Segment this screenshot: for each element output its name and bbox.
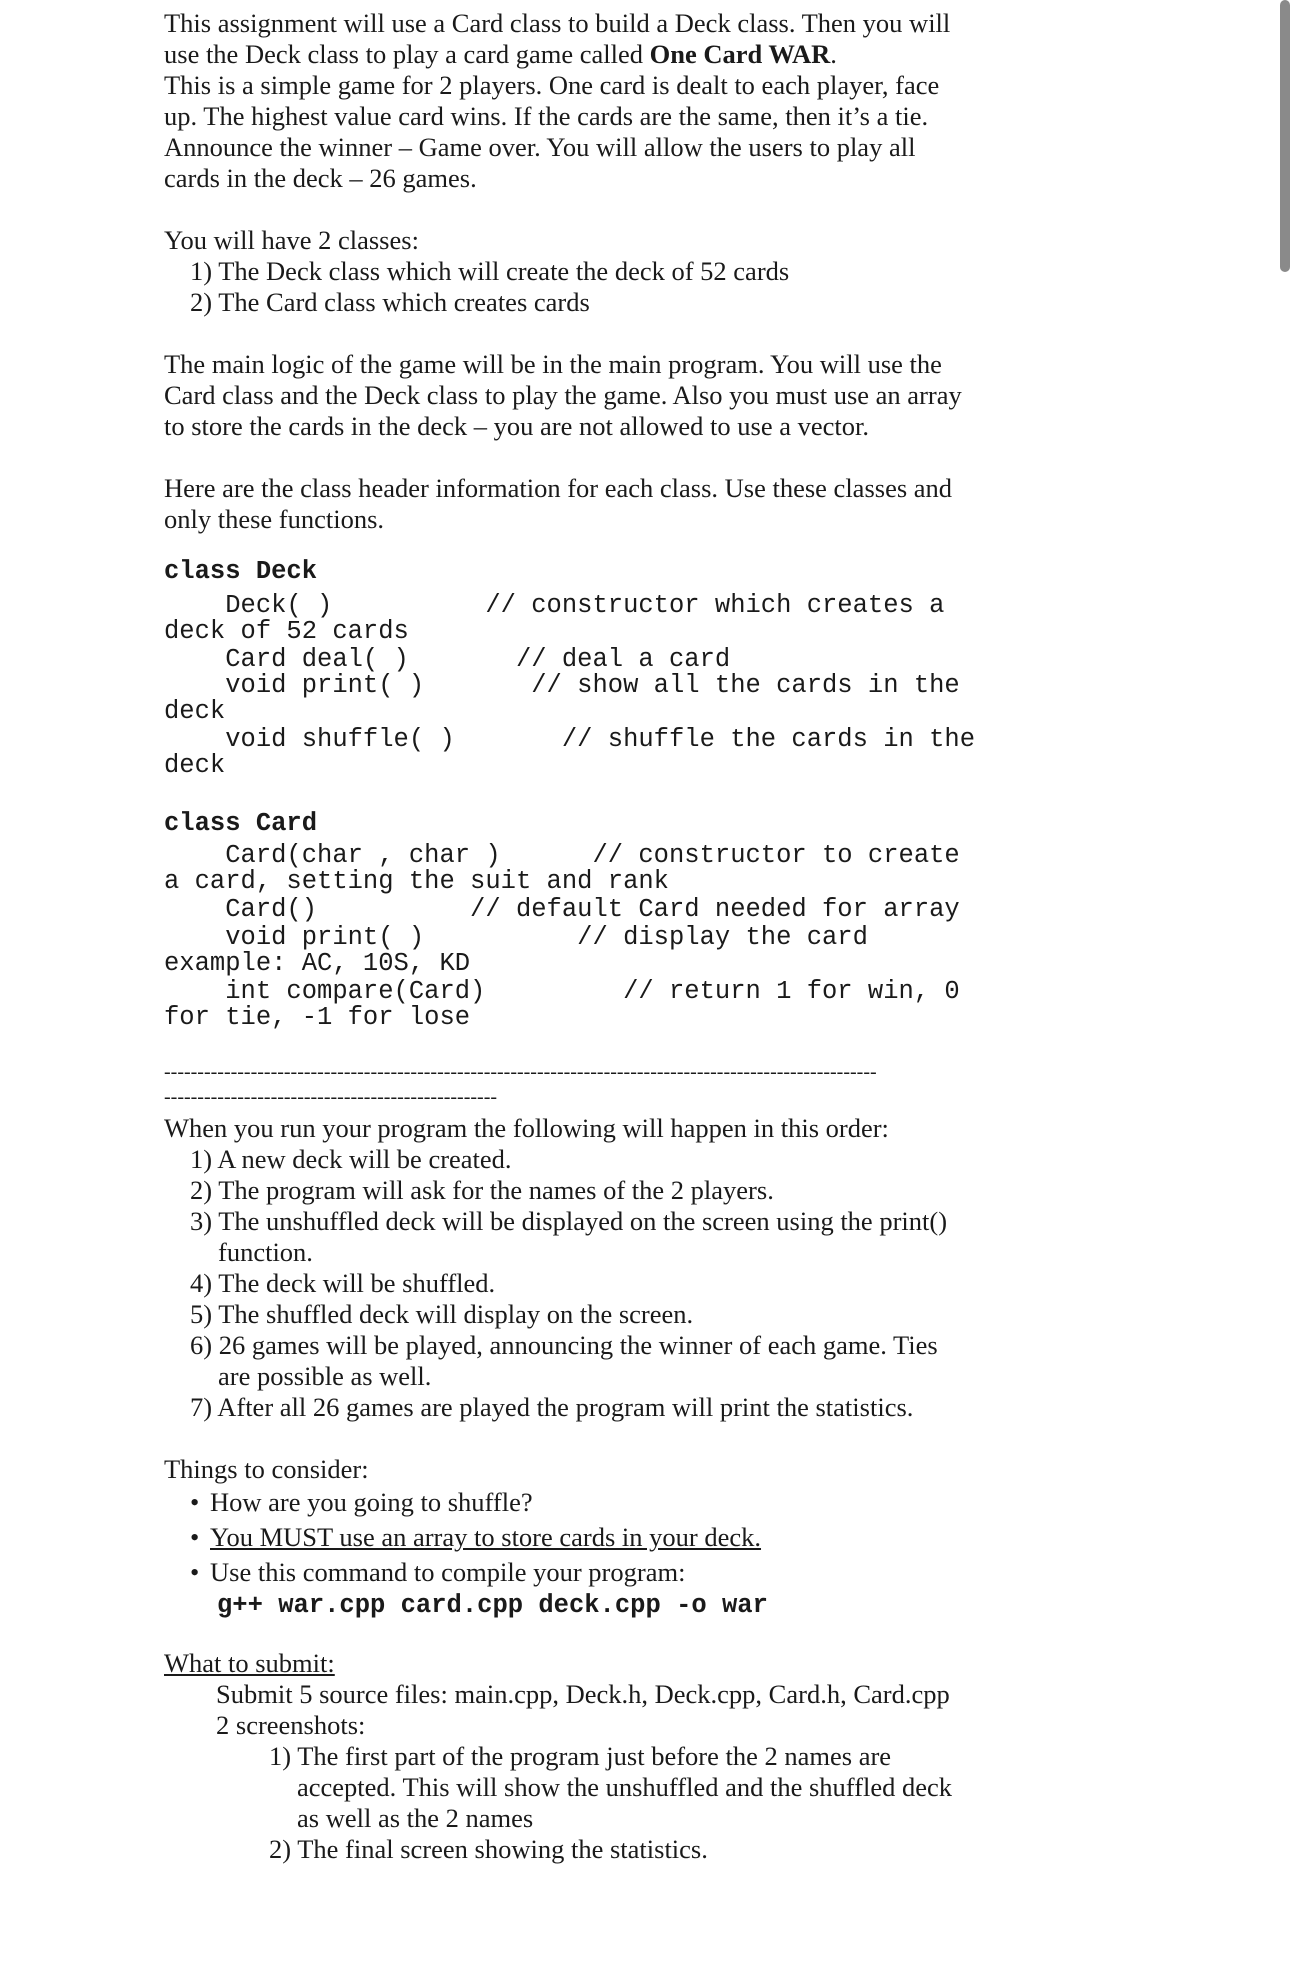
consider-list xyxy=(164,1485,964,1590)
game-name: One Card WAR xyxy=(649,39,831,69)
run-order-step: 4) The deck will be shuffled. xyxy=(190,1268,496,1298)
game-description: This is a simple game for 2 players. One card is dealt to each player, face up. The highest value card wins. If the cards are the same, then it’s a tie. Announce the winner – Game over. You will allow the users to play all cards in the deck – 26 games. xyxy=(164,70,940,193)
main-logic-paragraph: The main logic of the game will be in the main program. You will use the Card class and the Deck class to play the game. Also you must use an array to store the cards in the deck – you are not allowed to use a vector. xyxy=(164,349,962,441)
consider-text: Use this command to compile your program: xyxy=(210,1557,686,1587)
intro-paragraph xyxy=(164,8,964,70)
deck-class-line: deck xyxy=(164,751,226,780)
card-class-line: int compare(Card) // return 1 for win, 0 xyxy=(164,977,960,1006)
bullet-icon: • xyxy=(190,1522,200,1552)
separator-line: ----------------------------------------------------------------------------------------------------------- xyxy=(164,1061,877,1083)
run-order-step: 1) A new deck will be created. xyxy=(190,1144,512,1174)
deck-class-title: class Deck xyxy=(164,557,318,586)
compile-command: g++ war.cpp card.cpp deck.cpp -o war xyxy=(217,1591,768,1620)
card-class-line: void print( ) // display the card xyxy=(164,923,868,952)
classes-item: 1) The Deck class which will create the deck of 52 cards xyxy=(190,256,790,286)
run-order-step: 3) The unshuffled deck will be displayed on the screen using the print() function. xyxy=(190,1206,948,1267)
list-item xyxy=(164,1520,964,1555)
consider-heading: Things to consider: xyxy=(164,1454,369,1484)
submit-files: Submit 5 source files: main.cpp, Deck.h, Deck.cpp, Card.h, Card.cpp xyxy=(216,1679,950,1709)
submit-screenshot-item: 2) The final screen showing the statistics. xyxy=(269,1834,708,1864)
list-item xyxy=(164,1555,964,1590)
submit-heading: What to submit: xyxy=(164,1648,335,1678)
classes-item: 2) The Card class which creates cards xyxy=(190,287,590,317)
run-order-step: 5) The shuffled deck will display on the screen. xyxy=(190,1299,694,1329)
deck-class-line: void print( ) // show all the cards in the xyxy=(164,671,960,700)
bullet-icon: • xyxy=(190,1557,200,1587)
card-class-line: for tie, -1 for lose xyxy=(164,1003,471,1032)
card-class-line: Card(char , char ) // constructor to create xyxy=(164,841,960,870)
classes-heading: You will have 2 classes: xyxy=(164,225,419,255)
list-item xyxy=(164,1485,964,1520)
card-class-title: class Card xyxy=(164,809,318,838)
card-class-line: Card() // default Card needed for array xyxy=(164,895,960,924)
run-order-step: 2) The program will ask for the names of the 2 players. xyxy=(190,1175,774,1205)
deck-class-line: deck of 52 cards xyxy=(164,617,409,646)
submit-screenshot-item: 1) The first part of the program just before the 2 names are accepted. This will show the unshuffled and the shuffled deck as well as the 2 names xyxy=(269,1741,952,1833)
assignment-document xyxy=(164,8,976,1865)
header-intro-paragraph: Here are the class header information for each class. Use these classes and only these functions. xyxy=(164,473,953,534)
run-order-step: 7) After all 26 games are played the program will print the statistics. xyxy=(190,1392,914,1422)
deck-class-line: Card deal( ) // deal a card xyxy=(164,645,731,674)
consider-text: You MUST use an array to store cards in your deck. xyxy=(210,1522,762,1552)
card-class-line: a card, setting the suit and rank xyxy=(164,867,669,896)
deck-class-line: Deck( ) // constructor which creates a xyxy=(164,591,945,620)
separator-line: -------------------------------------------------- xyxy=(164,1086,498,1108)
bullet-icon: • xyxy=(190,1487,200,1517)
deck-class-line: void shuffle( ) // shuffle the cards in the xyxy=(164,725,976,754)
submit-screenshots-label: 2 screenshots: xyxy=(216,1710,366,1740)
run-order-heading: When you run your program the following will happen in this order: xyxy=(164,1113,889,1143)
run-order-step: 6) 26 games will be played, announcing the winner of each game. Ties are possible as well. xyxy=(190,1330,938,1391)
intro-text-end: . xyxy=(830,39,837,69)
scrollbar[interactable] xyxy=(1280,0,1290,272)
consider-text: How are you going to shuffle? xyxy=(210,1487,533,1517)
card-class-line: example: AC, 10S, KD xyxy=(164,949,471,978)
deck-class-line: deck xyxy=(164,697,226,726)
intro-text: This assignment will use a Card class to build a Deck class. Then you will use the Deck class to play a card game called xyxy=(164,8,951,69)
